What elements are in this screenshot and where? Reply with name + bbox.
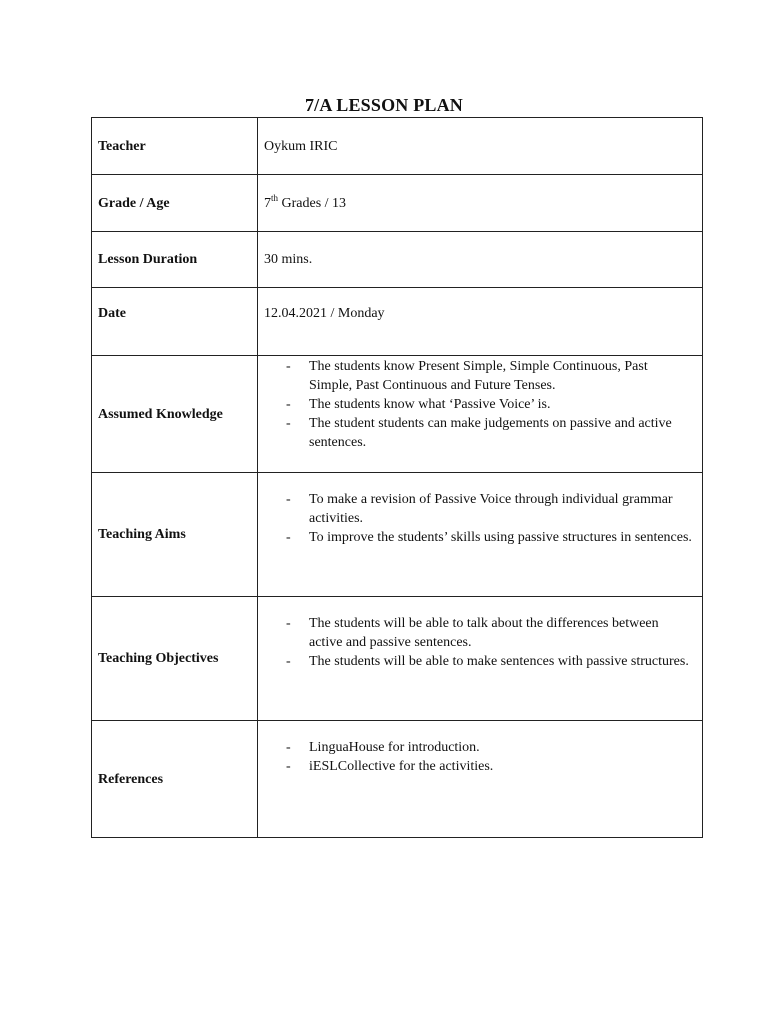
assumed-knowledge-cell — [258, 356, 703, 473]
table-row-teaching-aims — [92, 473, 703, 597]
list-item: - iESLCollective for the activities. — [282, 757, 694, 776]
table-row-duration — [92, 232, 703, 288]
teaching-objectives-list — [282, 614, 694, 671]
list-item: - The student students can make judgements on passive and active sentences. — [282, 414, 694, 452]
grade-value — [258, 175, 703, 232]
teaching-objectives-label: Teaching Objectives — [92, 597, 258, 721]
table-row-references — [92, 721, 703, 838]
grade-ordinal-suffix: th — [271, 192, 279, 203]
teaching-aims-label: Teaching Aims — [92, 473, 258, 597]
lesson-plan-table — [91, 117, 703, 838]
assumed-knowledge-list — [282, 357, 694, 452]
list-item: - To make a revision of Passive Voice through individual grammar activities. — [282, 490, 694, 528]
references-list — [282, 738, 694, 776]
teaching-aims-cell — [258, 473, 703, 597]
list-item: - The students will be able to make sentences with passive structures. — [282, 652, 694, 671]
teacher-value: Oykum IRIC — [258, 118, 703, 175]
list-item: - The students know what ‘Passive Voice’ is. — [282, 395, 694, 414]
grade-number: 7 — [264, 195, 271, 211]
teaching-objectives-cell — [258, 597, 703, 721]
list-item: - The students will be able to talk about the differences between active and passive sentences. — [282, 614, 694, 652]
grade-label: Grade / Age — [92, 175, 258, 232]
table-row-assumed-knowledge — [92, 356, 703, 473]
table-row-teacher — [92, 118, 703, 175]
table-row-grade — [92, 175, 703, 232]
duration-label: Lesson Duration — [92, 232, 258, 288]
list-item: - LinguaHouse for introduction. — [282, 738, 694, 757]
duration-value: 30 mins. — [258, 232, 703, 288]
references-label: References — [92, 721, 258, 838]
date-label: Date — [92, 288, 258, 356]
list-item: - To improve the students’ skills using passive structures in sentences. — [282, 528, 694, 547]
table-row-teaching-objectives — [92, 597, 703, 721]
teacher-label: Teacher — [92, 118, 258, 175]
document-title: 7/A LESSON PLAN — [304, 95, 464, 115]
assumed-knowledge-label: Assumed Knowledge — [92, 356, 258, 473]
list-item: - The students know Present Simple, Simple Continuous, Past Simple, Past Continuous and Future Tenses. — [282, 357, 694, 395]
grade-rest: Grades / 13 — [278, 195, 347, 211]
teaching-aims-list — [282, 490, 694, 547]
date-value: 12.04.2021 / Monday — [258, 288, 703, 356]
references-cell — [258, 721, 703, 838]
table-row-date — [92, 288, 703, 356]
